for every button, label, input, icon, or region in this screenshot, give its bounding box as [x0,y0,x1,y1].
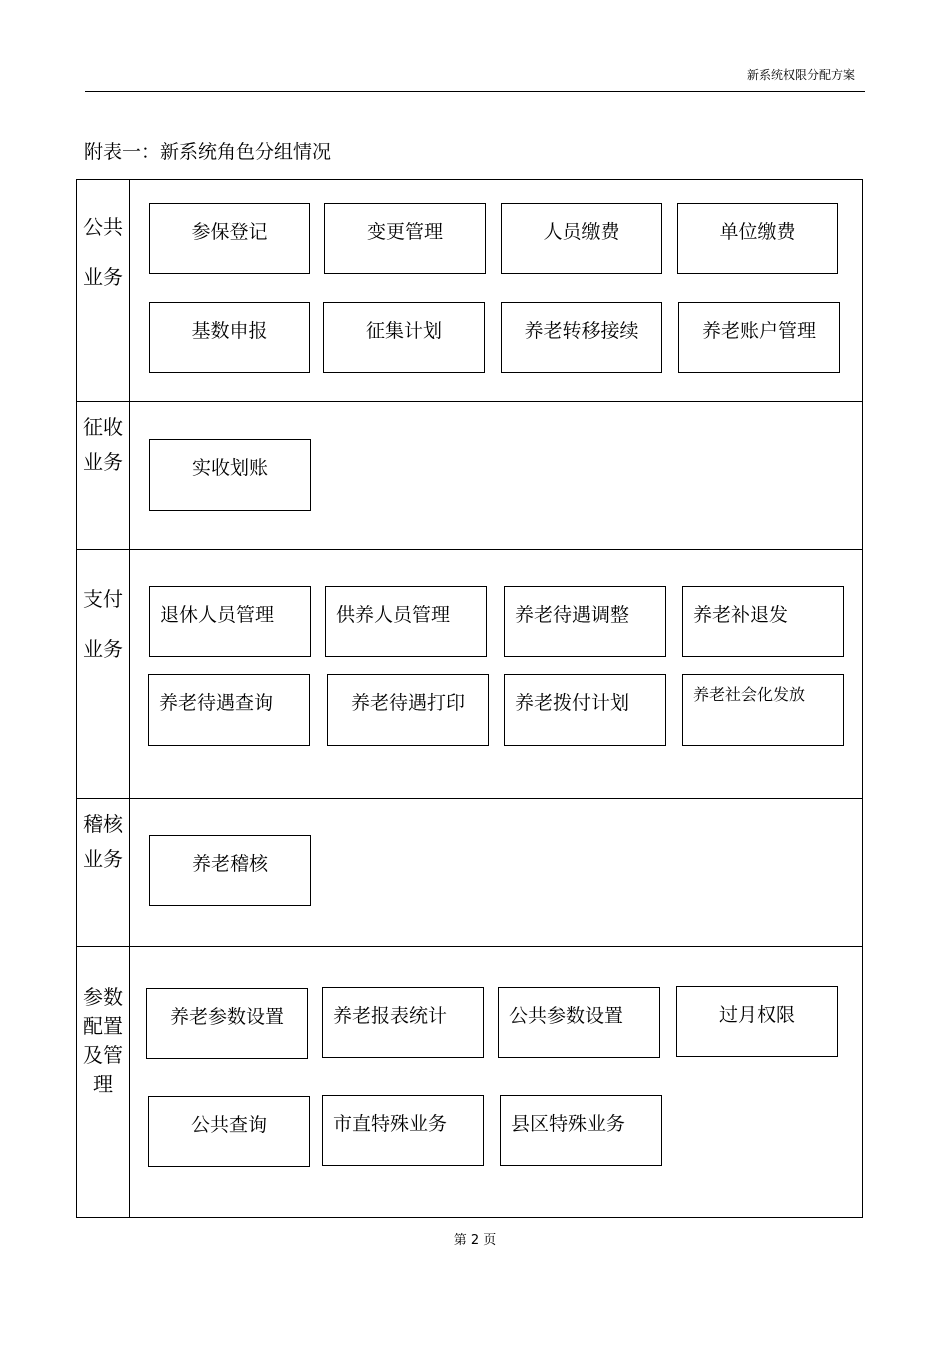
role-box: 养老拨付计划 [504,674,666,746]
role-box: 市直特殊业务 [322,1095,484,1166]
header-doc-name: 新系统权限分配方案 [746,68,855,82]
role-box: 实收划账 [149,439,311,511]
role-box: 养老待遇打印 [327,674,489,746]
role-box: 养老待遇调整 [504,586,666,657]
role-box: 养老报表统计 [322,987,484,1058]
role-box: 过月权限 [676,986,838,1057]
role-box: 征集计划 [323,302,485,373]
role-box: 养老补退发 [682,586,844,657]
role-box: 基数申报 [149,302,310,373]
header-rule [85,91,865,92]
section-collection-business [77,402,862,549]
section-label: 征收业务 [83,415,123,474]
section-label: 公共业务 [83,215,123,289]
role-box: 养老待遇查询 [148,674,310,746]
section-label: 支付业务 [83,587,123,661]
section-label: 参数配置及管理 [83,985,123,1096]
section-audit-business [77,799,862,946]
role-box: 供养人员管理 [325,586,487,657]
role-box: 人员缴费 [501,203,662,274]
section-parameter-config [77,947,862,1217]
role-box: 公共参数设置 [498,987,660,1058]
role-box: 参保登记 [149,203,310,274]
section-label: 稽核业务 [83,812,123,871]
role-box: 养老转移接续 [501,302,662,373]
role-box: 养老账户管理 [678,302,840,373]
role-box: 公共查询 [148,1096,310,1167]
role-box: 变更管理 [324,203,486,274]
role-box: 养老稽核 [149,835,311,906]
section-payment-business [77,550,862,798]
role-box: 县区特殊业务 [500,1095,662,1166]
role-box: 退休人员管理 [149,586,311,657]
table-title: 附表一：新系统角色分组情况 [84,141,332,163]
role-box: 养老参数设置 [146,988,308,1059]
page-number: 第 2 页 [453,1233,497,1248]
role-box: 养老社会化发放 [682,674,844,746]
section-public-business [77,180,862,401]
role-box: 单位缴费 [677,203,838,274]
role-group-table [76,179,863,1218]
